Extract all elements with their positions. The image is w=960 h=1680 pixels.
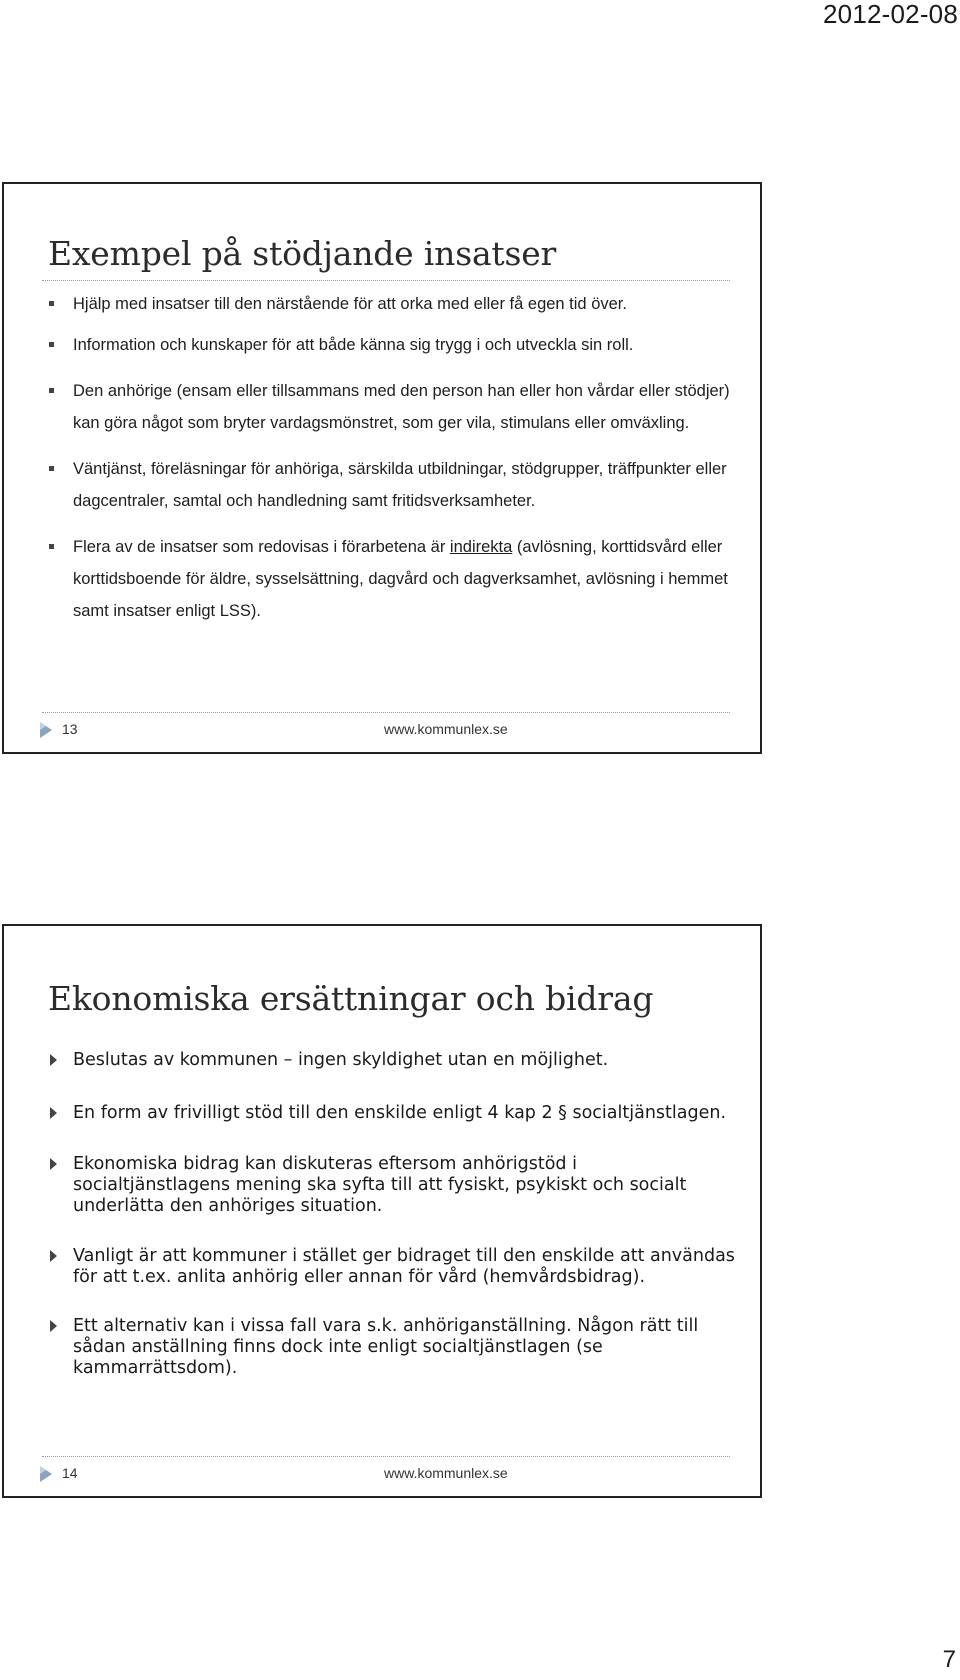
list-item (49, 1050, 738, 1071)
square-bullet-icon (49, 388, 54, 393)
page-number: 7 (942, 1646, 956, 1673)
list-item-text: Information och kunskaper för att både känna sig trygg i och utveckla sin roll. (73, 336, 634, 354)
slide-13 (2, 182, 762, 754)
triangle-arrow-icon (40, 1466, 52, 1482)
list-item (49, 288, 738, 320)
list-item (49, 1316, 738, 1379)
triangle-bullet-icon (50, 1158, 57, 1170)
triangle-bullet-icon (50, 1250, 57, 1262)
list-item-text (73, 538, 728, 620)
list-item (49, 375, 738, 439)
triangle-bullet-icon (50, 1054, 57, 1066)
slide-number: 14 (62, 1465, 78, 1481)
bullet-list (49, 1030, 738, 1379)
square-bullet-icon (49, 301, 54, 306)
slide-14 (2, 924, 762, 1498)
list-item-text: Ett alternativ kan i vissa fall vara s.k. anhöriganställning. Någon rätt till sådan anställning finns dock inte enligt socialtjänstlagen (se kammarrättsdom). (73, 1316, 699, 1378)
list-item-text-after: (avlösning, korttidsvård eller korttidsboende för äldre, sysselsättning, dagvård och dagverksamhet, avlösning i hemmet samt insatser enligt LSS). (73, 538, 728, 620)
footer-divider (42, 1456, 730, 1457)
list-item-text: En form av frivilligt stöd till den enskilde enligt 4 kap 2 § socialtjänstlagen. (73, 1103, 727, 1123)
list-item (49, 329, 738, 361)
triangle-arrow-icon (40, 722, 52, 738)
list-item-text-before: Flera av de insatser som redovisas i förarbetena är (73, 538, 450, 556)
square-bullet-icon (49, 342, 54, 347)
footer-url: www.kommunlex.se (384, 721, 508, 737)
slide-title: Exempel på stödjande insatser (48, 234, 557, 273)
list-item (49, 1103, 738, 1124)
slide-title: Ekonomiska ersättningar och bidrag (48, 979, 654, 1018)
list-item-text: Den anhörige (ensam eller tillsammans med den person han eller hon vårdar eller stödjer) kan göra något som bryter vardagsmönstret, som ger vila, stimulans eller omväxling. (73, 382, 730, 432)
list-item (49, 453, 738, 517)
square-bullet-icon (49, 466, 54, 471)
slide-number: 13 (62, 721, 78, 737)
triangle-bullet-icon (50, 1107, 57, 1119)
list-item (49, 1154, 738, 1217)
list-item-text: Vanligt är att kommuner i stället ger bidraget till den enskilde att användas för att t.ex. anlita anhörig eller annan för vård (hemvårdsbidrag). (73, 1246, 735, 1287)
square-bullet-icon (49, 544, 54, 549)
triangle-bullet-icon (50, 1320, 57, 1332)
list-item-text: Beslutas av kommunen – ingen skyldighet utan en möjlighet. (73, 1050, 609, 1070)
page-date: 2012-02-08 (823, 0, 958, 29)
footer-url: www.kommunlex.se (384, 1465, 508, 1481)
list-item-text: Ekonomiska bidrag kan diskuteras eftersom anhörigstöd i socialtjänstlagens mening ska syfta till att fysiskt, psykiskt och socialt underlätta den anhöriges situation. (73, 1154, 687, 1216)
list-item (49, 531, 738, 627)
title-divider (42, 280, 730, 281)
list-item (49, 1246, 738, 1288)
title-divider (42, 1024, 730, 1025)
list-item-text: Hjälp med insatser till den närstående för att orka med eller få egen tid över. (73, 295, 627, 313)
footer-divider (42, 712, 730, 713)
list-item-text: Väntjänst, föreläsningar för anhöriga, särskilda utbildningar, stödgrupper, träffpunkter eller dagcentraler, samtal och handledning samt fritidsverksamheter. (73, 460, 727, 510)
bullet-list (49, 288, 738, 627)
underlined-term: indirekta (449, 538, 513, 556)
